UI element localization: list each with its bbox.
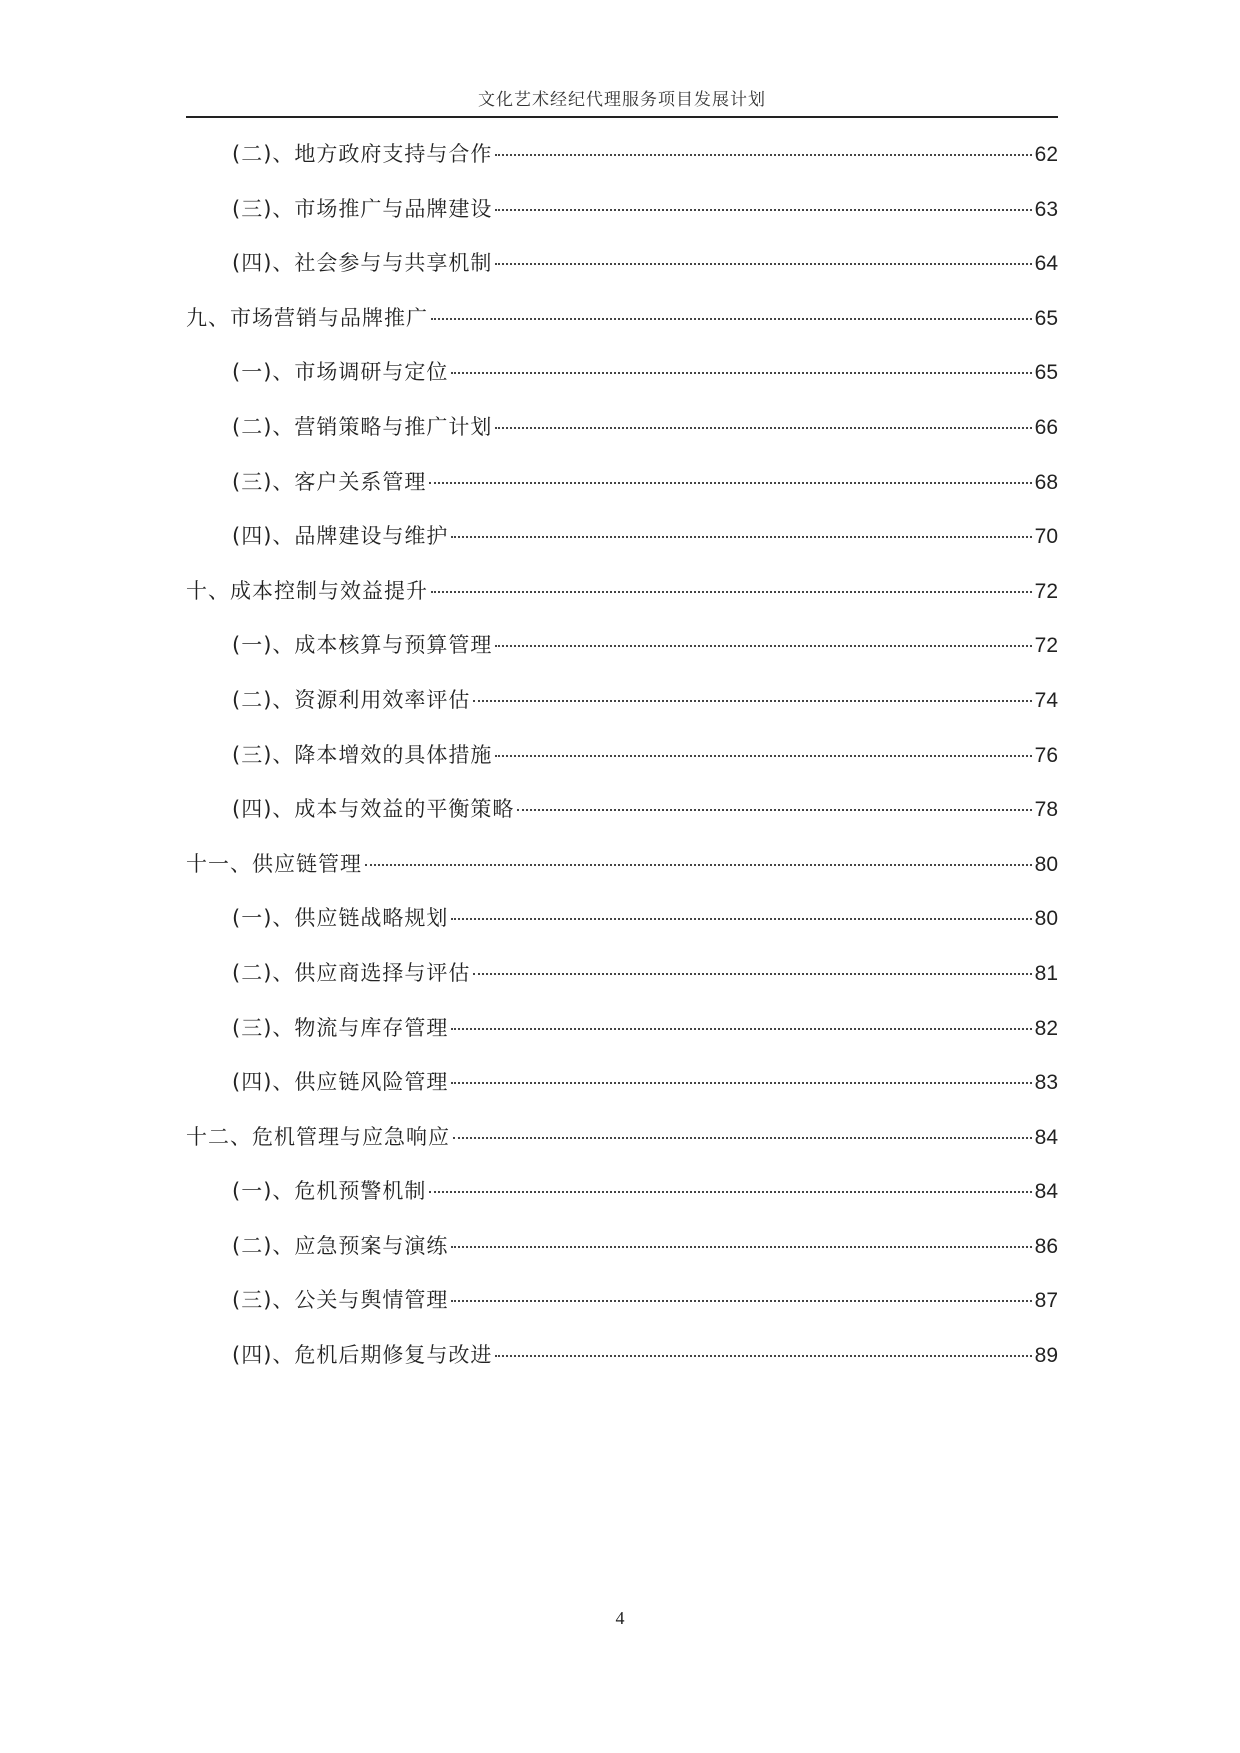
toc-chapter-entry[interactable]	[186, 1121, 1058, 1176]
toc-entry-page: 87	[1034, 1289, 1058, 1313]
toc-section-entry[interactable]	[186, 193, 1058, 248]
toc-entry-title: (二)、应急预案与演练	[232, 1233, 449, 1258]
toc-entry-page: 84	[1034, 1125, 1058, 1149]
toc-chapter-entry[interactable]	[186, 848, 1058, 903]
toc-chapter-entry[interactable]	[186, 575, 1058, 630]
toc-dot-leader	[495, 263, 1031, 265]
toc-section-entry[interactable]	[186, 1012, 1058, 1067]
toc-entry-title: 九、市场营销与品牌推广	[186, 305, 428, 330]
toc-section-entry[interactable]	[186, 356, 1058, 411]
toc-entry-page: 80	[1034, 907, 1058, 931]
toc-section-entry[interactable]	[186, 138, 1058, 193]
toc-entry-page: 78	[1034, 798, 1058, 822]
toc-entry-title: (二)、营销策略与推广计划	[232, 414, 493, 439]
toc-section-entry[interactable]	[186, 1339, 1058, 1394]
toc-entry-title: (四)、成本与效益的平衡策略	[232, 797, 515, 822]
toc-entry-title: (四)、社会参与与共享机制	[232, 251, 493, 276]
toc-dot-leader	[431, 591, 1032, 593]
toc-dot-leader	[451, 1028, 1031, 1030]
toc-section-entry[interactable]	[186, 793, 1058, 848]
toc-dot-leader	[453, 1137, 1032, 1139]
toc-dot-leader	[451, 1246, 1031, 1248]
toc-entry-title: (三)、市场推广与品牌建设	[232, 196, 493, 221]
toc-dot-leader	[365, 864, 1032, 866]
toc-entry-page: 64	[1034, 252, 1058, 276]
page-header	[186, 86, 1058, 118]
toc-section-entry[interactable]	[186, 902, 1058, 957]
toc-dot-leader	[495, 755, 1031, 757]
toc-entry-page: 66	[1034, 415, 1058, 439]
toc-entry-title: (三)、客户关系管理	[232, 469, 427, 494]
toc-section-entry[interactable]	[186, 1230, 1058, 1285]
toc-entry-title: (一)、供应链战略规划	[232, 906, 449, 931]
toc-entry-title: (二)、供应商选择与评估	[232, 960, 471, 985]
toc-entry-title: 十、成本控制与效益提升	[186, 578, 428, 603]
toc-entry-page: 76	[1034, 743, 1058, 767]
toc-entry-title: (一)、市场调研与定位	[232, 360, 449, 385]
toc-entry-page: 83	[1034, 1071, 1058, 1095]
toc-section-entry[interactable]	[186, 247, 1058, 302]
toc-section-entry[interactable]	[186, 520, 1058, 575]
toc-dot-leader	[517, 809, 1031, 811]
toc-entry-page: 89	[1034, 1344, 1058, 1368]
toc-dot-leader	[429, 1191, 1031, 1193]
toc-dot-leader	[431, 318, 1032, 320]
toc-section-entry[interactable]	[186, 466, 1058, 521]
toc-entry-title: (三)、降本增效的具体措施	[232, 742, 493, 767]
toc-entry-page: 63	[1034, 197, 1058, 221]
toc-dot-leader	[495, 427, 1031, 429]
toc-dot-leader	[495, 154, 1031, 156]
toc-section-entry[interactable]	[186, 1175, 1058, 1230]
toc-entry-page: 72	[1034, 579, 1058, 603]
toc-dot-leader	[451, 372, 1031, 374]
toc-entry-title: (三)、公关与舆情管理	[232, 1288, 449, 1313]
toc-entry-title: (四)、危机后期修复与改进	[232, 1343, 493, 1368]
toc-entry-page: 65	[1034, 361, 1058, 385]
toc-entry-page: 72	[1034, 634, 1058, 658]
toc-entry-page: 81	[1034, 961, 1058, 985]
toc-section-entry[interactable]	[186, 684, 1058, 739]
toc-section-entry[interactable]	[186, 957, 1058, 1012]
toc-dot-leader	[495, 209, 1031, 211]
page-number: 4	[615, 1608, 625, 1628]
toc-chapter-entry[interactable]	[186, 302, 1058, 357]
toc-dot-leader	[473, 973, 1031, 975]
toc-entry-page: 62	[1034, 143, 1058, 166]
toc-entry-title: 十二、危机管理与应急响应	[186, 1124, 450, 1149]
table-of-contents	[186, 138, 1058, 1394]
toc-entry-page: 68	[1034, 470, 1058, 494]
toc-entry-page: 80	[1034, 852, 1058, 876]
toc-section-entry[interactable]	[186, 629, 1058, 684]
toc-entry-title: (三)、物流与库存管理	[232, 1015, 449, 1040]
toc-dot-leader	[451, 918, 1031, 920]
toc-entry-page: 74	[1034, 688, 1058, 712]
toc-dot-leader	[451, 1082, 1031, 1084]
toc-section-entry[interactable]	[186, 739, 1058, 794]
toc-dot-leader	[451, 1300, 1031, 1302]
toc-dot-leader	[451, 536, 1031, 538]
toc-entry-page: 82	[1034, 1016, 1058, 1040]
toc-entry-title: 十一、供应链管理	[186, 851, 362, 876]
toc-dot-leader	[495, 645, 1031, 647]
toc-dot-leader	[429, 482, 1031, 484]
document-title: 文化艺术经纪代理服务项目发展计划	[478, 90, 766, 110]
toc-section-entry[interactable]	[186, 1284, 1058, 1339]
toc-dot-leader	[473, 700, 1031, 702]
toc-entry-page: 65	[1034, 306, 1058, 330]
toc-section-entry[interactable]	[186, 1066, 1058, 1121]
toc-entry-title: (二)、地方政府支持与合作	[232, 142, 493, 166]
toc-entry-page: 84	[1034, 1180, 1058, 1204]
toc-entry-title: (二)、资源利用效率评估	[232, 687, 471, 712]
toc-dot-leader	[495, 1355, 1031, 1357]
toc-entry-title: (一)、危机预警机制	[232, 1179, 427, 1204]
toc-entry-page: 86	[1034, 1234, 1058, 1258]
toc-entry-title: (四)、供应链风险管理	[232, 1070, 449, 1095]
toc-entry-title: (四)、品牌建设与维护	[232, 524, 449, 549]
toc-entry-page: 70	[1034, 525, 1058, 549]
toc-entry-title: (一)、成本核算与预算管理	[232, 633, 493, 658]
toc-section-entry[interactable]	[186, 411, 1058, 466]
